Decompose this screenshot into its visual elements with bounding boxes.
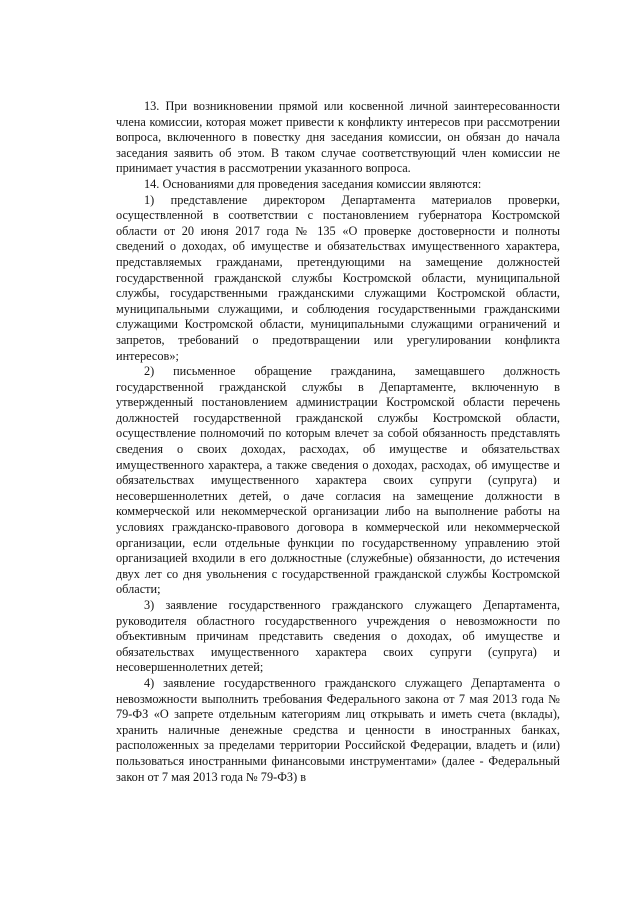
paragraph-14-item-2: 2) письменное обращение гражданина, замещавшего должность государственной гражданской службы в Департаменте, включенную в утвержденный постановлением администрации Костромской области перечень должностей государственной гражданской службы Костромской области, осуществление полномочий по которым влечет за собой обязанность представлять сведения о своих доходах, расходах, об имуществе и обязательствах имущественного характера, а также сведения о доходах, расходах, об имуществе и обязательствах имущественного характера своих супруги (супруга) и несовершеннолетних детей, о даче согласия на замещение должности в коммерческой или некоммерческой организации либо на выполнение работы на условиях гражданско-правового договора в коммерческой или некоммерческой организации, если отдельные функции по государственному управлению этой организацией входили в его должностные (служебные) обязанности, до истечения двух лет со дня увольнения с государственной гражданской службы Костромской области; xyxy=(116,364,560,597)
paragraph-14-grounds-heading: 14. Основаниями для проведения заседания комиссии являются: xyxy=(144,176,482,191)
paragraph-13-conflict-of-interest: 13. При возникновении прямой или косвенной личной заинтересованности члена комиссии, которая может привести к конфликту интересов при рассмотрении вопроса, включенного в повестку дня заседания комиссии, он обязан до начала заседания заявить об этом. В таком случае соответствующий член комиссии не принимает участия в рассмотрении указанного вопроса. xyxy=(116,99,560,176)
paragraph-14-item-1: 1) представление директором Департамента материалов проверки, осуществленной в соответствии с постановлением губернатора Костромской области от 20 июня 2017 года № 135 «О проверке достоверности и полноты сведений о доходах, об имуществе и обязательствах имущественного характера, представляемых гражданами, претендующими на замещение должностей государственной гражданской службы Костромской области, муниципальной службы, государственными гражданскими служащими Костромской области, муниципальными служащими, и соблюдения государственными гражданскими служащими Костромской области, муниципальными служащими ограничений и запретов, требований о предотвращении или урегулировании конфликта интересов»; xyxy=(116,192,560,363)
paragraph-14-item-3: 3) заявление государственного гражданского служащего Департамента, руководителя областного государственного учреждения о невозможности по объективным причинам представить сведения о доходах, об имуществе и обязательствах имущественного характера своих супруги (супруга) и несовершеннолетних детей; xyxy=(116,598,560,675)
paragraph-14-item-4: 4) заявление государственного гражданского служащего Департамента о невозможности выполнить требования Федерального закона от 7 мая 2013 года № 79-ФЗ «О запрете отдельным категориям лиц открывать и иметь счета (вклады), хранить наличные денежные средства и ценности в иностранных банках, расположенных за пределами территории Российской Федерации, владеть и (или) пользоваться иностранными финансовыми инструментами» (далее - Федеральный закон от 7 мая 2013 года № 79-ФЗ) в xyxy=(116,675,560,784)
document-body xyxy=(116,99,560,785)
